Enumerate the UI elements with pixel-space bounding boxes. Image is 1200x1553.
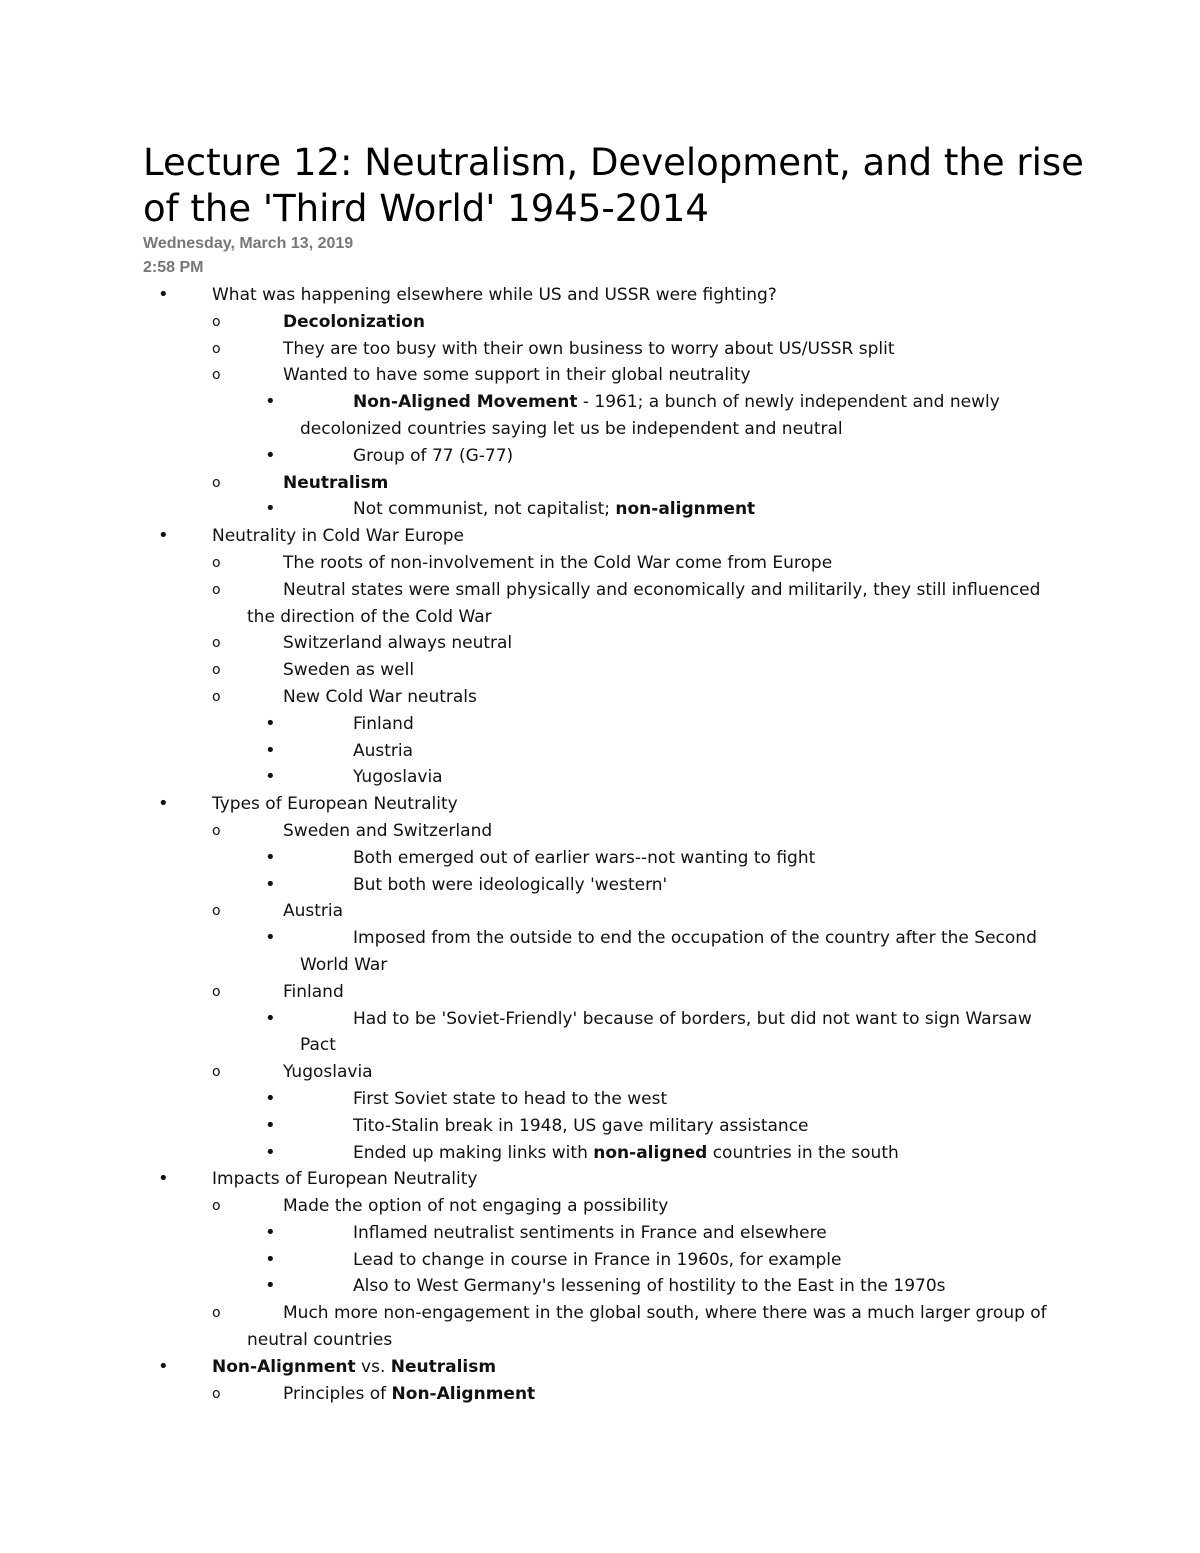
outline-item-text: Also to West Germany's lessening of hostility to the East in the 1970s [353,1276,946,1297]
outline-item-text: Impacts of European Neutrality [212,1169,478,1190]
bullet-icon: • [158,1355,169,1377]
outline-item [0,362,1200,389]
outline-item-text: But both were ideologically 'western' [353,874,668,895]
outline-item [0,523,1200,550]
outline-item [0,925,1200,979]
outline-item-text: Non-Aligned Movement - 1961; a bunch of newly independent and newly decolonized countries saying let us be independent and neutral [300,392,1000,439]
bold-term: Non-Aligned Movement [353,392,578,413]
bullet-icon: • [265,498,276,520]
outline-item-text [283,309,1073,336]
outline-item-text: Austria [353,740,414,761]
outline-item-text: Sweden and Switzerland [283,820,493,841]
outline-item [0,738,1200,765]
sub-bullet-icon: o [212,1198,221,1215]
sub-bullet-icon: o [212,474,221,491]
outline-item [0,818,1200,845]
outline-item-text: Neutral states were small physically and economically and militarily, they still influenced the direction of the Cold War [247,579,1041,627]
outline-item [0,1006,1200,1060]
outline-item [0,1247,1200,1274]
bullet-icon: • [265,927,276,949]
outline-item-text: Types of European Neutrality [212,794,458,815]
sub-bullet-icon: o [212,367,221,384]
outline-item [0,309,1200,336]
outline-item-text: They are too busy with their own business to worry about US/USSR split [283,338,895,359]
outline-item [0,764,1200,791]
outline-item-text: Tito-Stalin break in 1948, US gave military assistance [353,1115,809,1136]
bullet-icon: • [265,1087,276,1109]
sub-bullet-icon: o [212,983,221,1000]
bold-term: Neutralism [283,472,389,493]
outline-item [0,1140,1200,1167]
outline-item-text: Switzerland always neutral [283,633,513,654]
bullet-icon: • [265,1275,276,1297]
sub-bullet-icon: o [212,903,221,920]
bullet-icon: • [265,846,276,868]
outline-item-text: Ended up making links with non-aligned countries in the south [353,1142,899,1163]
outline-item [0,791,1200,818]
bullet-icon: • [265,1141,276,1163]
outline-item [0,1059,1200,1086]
sub-bullet-icon: o [212,313,221,330]
outline-item [0,1193,1200,1220]
sub-bullet-icon: o [212,554,221,571]
outline-item [0,470,1200,497]
outline-item-text: Inflamed neutralist sentiments in France and elsewhere [353,1222,827,1243]
note-time: 2:58 PM [143,259,204,276]
outline-item [0,550,1200,577]
bold-term: Non-Alignment [212,1356,356,1377]
outline-item [0,630,1200,657]
outline-item [0,684,1200,711]
bold-term: Decolonization [283,311,425,332]
outline-item [0,336,1200,363]
outline-item [0,898,1200,925]
sub-bullet-icon: o [212,822,221,839]
outline-item-text: Wanted to have some support in their global neutrality [283,365,751,386]
bullet-icon: • [265,1114,276,1136]
outline-item-text: First Soviet state to head to the west [353,1088,668,1109]
bullet-icon: • [158,525,169,547]
outline-item [0,496,1200,523]
outline-item-text: Sweden as well [283,660,415,681]
bold-term: Non-Alignment [391,1383,536,1404]
outline-item [0,1220,1200,1247]
bullet-icon: • [265,1007,276,1029]
outline-list [0,282,1200,1407]
outline-item [0,389,1200,443]
sub-bullet-icon: o [212,635,221,652]
bold-term: non-aligned [593,1142,708,1163]
outline-item-text: Group of 77 (G-77) [353,445,514,466]
outline-item-text: Made the option of not engaging a possibility [283,1196,669,1217]
outline-item-text: New Cold War neutrals [283,686,477,707]
sub-bullet-icon: o [212,688,221,705]
outline-item-text: Had to be 'Soviet-Friendly' because of borders, but did not want to sign Warsaw Pact [300,1008,1032,1056]
bold-term: non-alignment [615,499,756,520]
outline-item-text: Finland [353,713,414,734]
bullet-icon: • [265,1248,276,1270]
outline-item-text: Lead to change in course in France in 1960s, for example [353,1249,842,1270]
outline-item-text: Non-Alignment vs. Neutralism [212,1356,497,1377]
outline-item [0,282,1200,309]
outline-item-text: Not communist, not capitalist; non-alignment [353,499,756,520]
outline-item-text: Neutrality in Cold War Europe [212,526,465,547]
outline-item [0,711,1200,738]
outline-item-text: Finland [283,981,344,1002]
bullet-icon: • [265,444,276,466]
bullet-icon: • [265,391,276,413]
outline-item-text: Imposed from the outside to end the occupation of the country after the Second World War [300,928,1037,975]
outline-item [0,1273,1200,1300]
bullet-icon: • [265,739,276,761]
outline-item [0,1166,1200,1193]
sub-bullet-icon: o [212,1064,221,1081]
sub-bullet-icon: o [212,1305,221,1322]
outline-item-text: Yugoslavia [283,1062,373,1083]
bullet-icon: • [265,873,276,895]
outline-item [0,1354,1200,1381]
outline-item [0,577,1200,631]
bullet-icon: • [158,284,169,305]
outline-item [0,1086,1200,1113]
outline-item-text: Austria [283,901,344,922]
outline-item [0,979,1200,1006]
bullet-icon: • [265,766,276,788]
bullet-icon: • [158,793,169,815]
bullet-icon: • [265,1221,276,1243]
note-date: Wednesday, March 13, 2019 [143,235,354,252]
outline-item-text: Principles of Non-Alignment [283,1383,536,1404]
outline-item [0,1113,1200,1140]
outline-item [0,1300,1200,1354]
outline-item [0,1381,1200,1408]
outline-item-text: The roots of non-involvement in the Cold War come from Europe [283,552,833,573]
outline-item-text: Both emerged out of earlier wars--not wanting to fight [353,847,816,868]
bold-term: Neutralism [390,1356,497,1377]
sub-bullet-icon: o [212,1385,221,1402]
outline-item-text: Yugoslavia [353,767,443,788]
outline-item [0,443,1200,470]
bullet-icon: • [158,1168,169,1190]
outline-item-text: What was happening elsewhere while US and USSR were fighting? [212,285,777,305]
outline-item [0,657,1200,684]
page-title: Lecture 12: Neutralism, Development, and the rise of the 'Third World' 1945-2014 [143,141,1084,230]
outline-item [0,845,1200,872]
bullet-icon: • [265,712,276,734]
sub-bullet-icon: o [212,662,221,679]
sub-bullet-icon: o [212,581,221,598]
outline-item-text [283,470,1073,497]
sub-bullet-icon: o [212,340,221,357]
outline-item-text: Much more non-engagement in the global south, where there was a much larger group of neutral countries [247,1303,1047,1351]
outline-item [0,872,1200,899]
